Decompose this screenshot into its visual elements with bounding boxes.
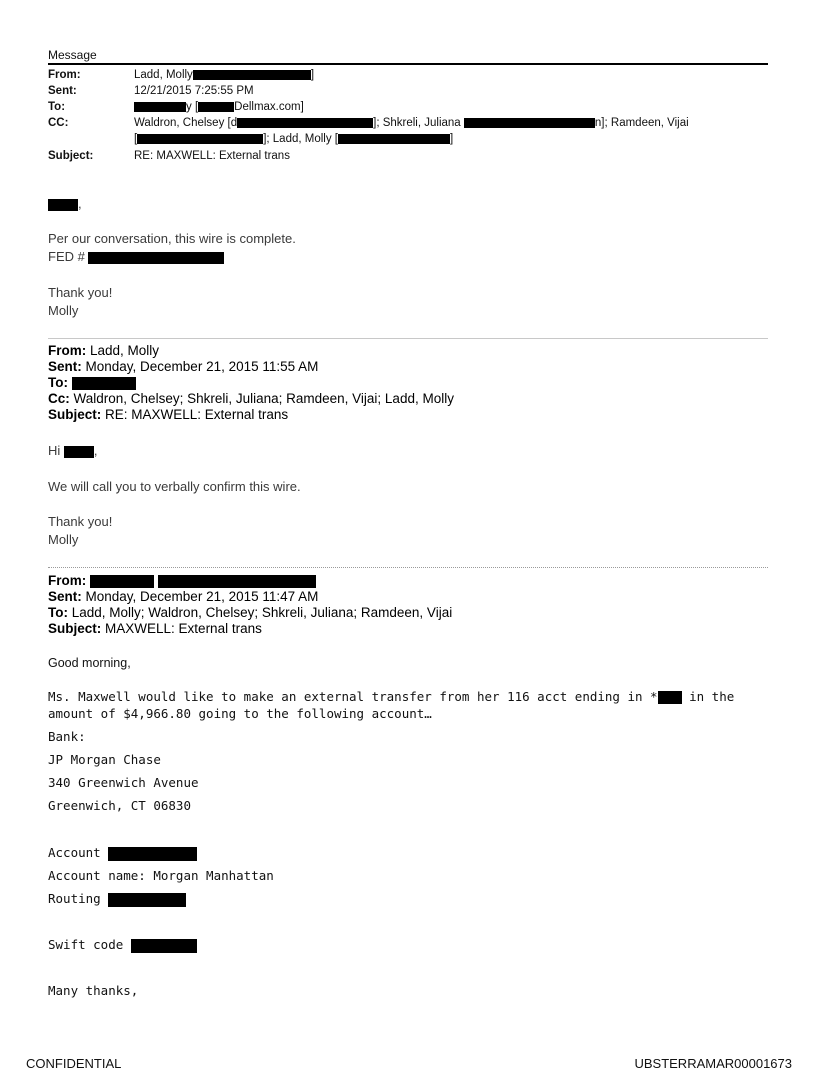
reply2-signature: Molly <box>48 532 79 547</box>
orig-para-line1: Ms. Maxwell would like to make an external transfer from her 116 acct ending in * in the <box>48 689 735 704</box>
redaction <box>48 199 78 211</box>
reply1-salutation: , <box>48 196 82 211</box>
footer-confidential: CONFIDENTIAL <box>26 1056 122 1071</box>
routing-line: Routing <box>48 891 186 907</box>
reply1-thanks: Thank you! <box>48 285 113 300</box>
reply2-greeting: Hi , <box>48 443 98 458</box>
reply2-subject: Subject: RE: MAXWELL: External trans <box>48 407 289 422</box>
separator <box>48 567 768 568</box>
redaction <box>193 70 311 80</box>
reply1-fed: FED # <box>48 249 224 264</box>
cc-label: CC: <box>48 117 69 129</box>
from-label: From: <box>48 69 81 81</box>
redaction <box>108 847 197 861</box>
redaction <box>237 118 373 128</box>
bank-label: Bank: <box>48 729 86 744</box>
from-value: Ladd, Molly ] <box>134 69 315 81</box>
header-rule <box>48 63 768 65</box>
redaction <box>90 575 154 588</box>
sent-value: 12/21/2015 7:25:55 PM <box>134 85 254 97</box>
reply2-from: From: Ladd, Molly <box>48 343 160 358</box>
redaction <box>338 134 450 144</box>
sent-label: Sent: <box>48 85 77 97</box>
redaction <box>198 102 234 112</box>
reply1-line1: Per our conversation, this wire is complete. <box>48 231 296 246</box>
orig-to: To: Ladd, Molly; Waldron, Chelsey; Shkreli, Juliana; Ramdeen, Vijai <box>48 605 453 620</box>
separator <box>48 338 768 339</box>
account-line: Account <box>48 845 197 861</box>
to-label: To: <box>48 101 66 113</box>
account-name: Account name: Morgan Manhattan <box>48 868 274 883</box>
cc-value-cont: [ ]; Ladd, Molly [ ] <box>134 133 454 145</box>
subject-value: RE: MAXWELL: External trans <box>134 150 290 162</box>
orig-greeting: Good morning, <box>48 656 131 670</box>
redaction <box>64 446 94 458</box>
reply2-cc: Cc: Waldron, Chelsey; Shkreli, Juliana; Ramdeen, Vijai; Ladd, Molly <box>48 391 454 406</box>
redaction <box>108 893 186 907</box>
bank-name: JP Morgan Chase <box>48 752 161 767</box>
reply2-to: To: <box>48 375 136 391</box>
redaction <box>658 691 682 704</box>
closing: Many thanks, <box>48 983 139 998</box>
redaction <box>137 134 263 144</box>
to-value: y [ Dellmax.com] <box>134 101 304 113</box>
orig-sent: Sent: Monday, December 21, 2015 11:47 AM <box>48 589 319 604</box>
redaction <box>464 118 595 128</box>
redaction <box>158 575 316 588</box>
reply2-thanks: Thank you! <box>48 514 113 529</box>
orig-from: From: <box>48 573 316 589</box>
message-label: Message <box>48 48 97 62</box>
reply1-signature: Molly <box>48 303 79 318</box>
subject-label: Subject: <box>48 150 94 162</box>
footer-bates-number: UBSTERRAMAR00001673 <box>634 1056 792 1071</box>
bank-address-2: Greenwich, CT 06830 <box>48 798 191 813</box>
redaction <box>134 102 186 112</box>
redaction <box>72 377 136 390</box>
bank-address-1: 340 Greenwich Avenue <box>48 775 199 790</box>
swift-line: Swift code <box>48 937 197 953</box>
redaction <box>88 252 224 264</box>
orig-subject: Subject: MAXWELL: External trans <box>48 621 262 636</box>
reply2-sent: Sent: Monday, December 21, 2015 11:55 AM <box>48 359 319 374</box>
orig-para-line2: amount of $4,966.80 going to the following account… <box>48 706 432 721</box>
reply2-line1: We will call you to verbally confirm this wire. <box>48 479 301 494</box>
redaction <box>131 939 197 953</box>
cc-value: Waldron, Chelsey [d ]; Shkreli, Juliana n]; Ramdeen, Vijai <box>134 117 689 129</box>
